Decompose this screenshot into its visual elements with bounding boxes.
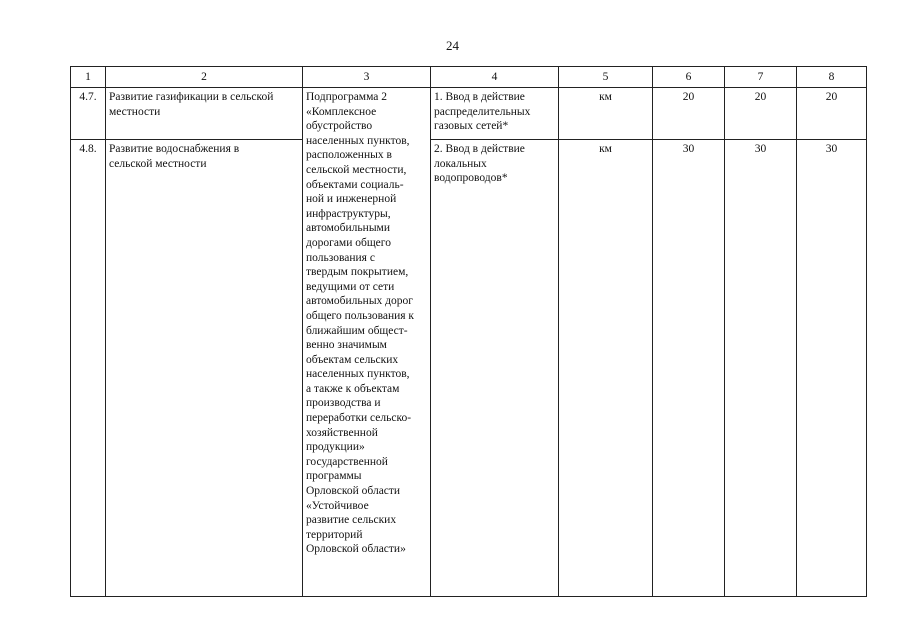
value-cell: 30 (725, 140, 797, 597)
value-cell: 20 (653, 88, 725, 140)
value-cell: 30 (797, 140, 867, 597)
header-cell: 6 (653, 67, 725, 88)
table-row (71, 140, 867, 597)
program-table (70, 66, 867, 597)
indicator-name: 1. Ввод в действие распределительных газовых сетей* (431, 88, 559, 140)
activity-name: Развитие водоснабжения в сельской местности (106, 140, 303, 597)
indicator-name: 2. Ввод в действие локальных водопроводов* (431, 140, 559, 597)
activity-name: Развитие газификации в сельской местности (106, 88, 303, 140)
value-cell: 20 (725, 88, 797, 140)
header-cell: 8 (797, 67, 867, 88)
header-cell: 3 (303, 67, 431, 88)
unit-cell: км (559, 88, 653, 140)
value-cell: 30 (653, 140, 725, 597)
value-cell: 20 (797, 88, 867, 140)
table-row (71, 88, 867, 140)
header-row (71, 67, 867, 88)
header-cell: 5 (559, 67, 653, 88)
header-cell: 4 (431, 67, 559, 88)
row-number: 4.7. (71, 88, 106, 140)
header-cell: 2 (106, 67, 303, 88)
subprogram-description: Подпрограмма 2 «Комплексное обустройство населенных пунктов, расположенных в сельской местности, объектами социаль- ной и инженерной инфраструктуры, автомобильными дорогами общего пользования с твердым покрытием, ведущими от сети автомобильных дорог общего пользования к ближайшим общест- венно значимым объектам сельских населенных пунктов, а также к объектам производства и переработки сельско- хозяйственной продукции» государственной программы Орловской области «Устойчивое развитие сельских территорий Орловской области» (303, 88, 431, 597)
header-cell: 1 (71, 67, 106, 88)
header-cell: 7 (725, 67, 797, 88)
page-number: 24 (446, 38, 459, 53)
unit-cell: км (559, 140, 653, 597)
row-number: 4.8. (71, 140, 106, 597)
